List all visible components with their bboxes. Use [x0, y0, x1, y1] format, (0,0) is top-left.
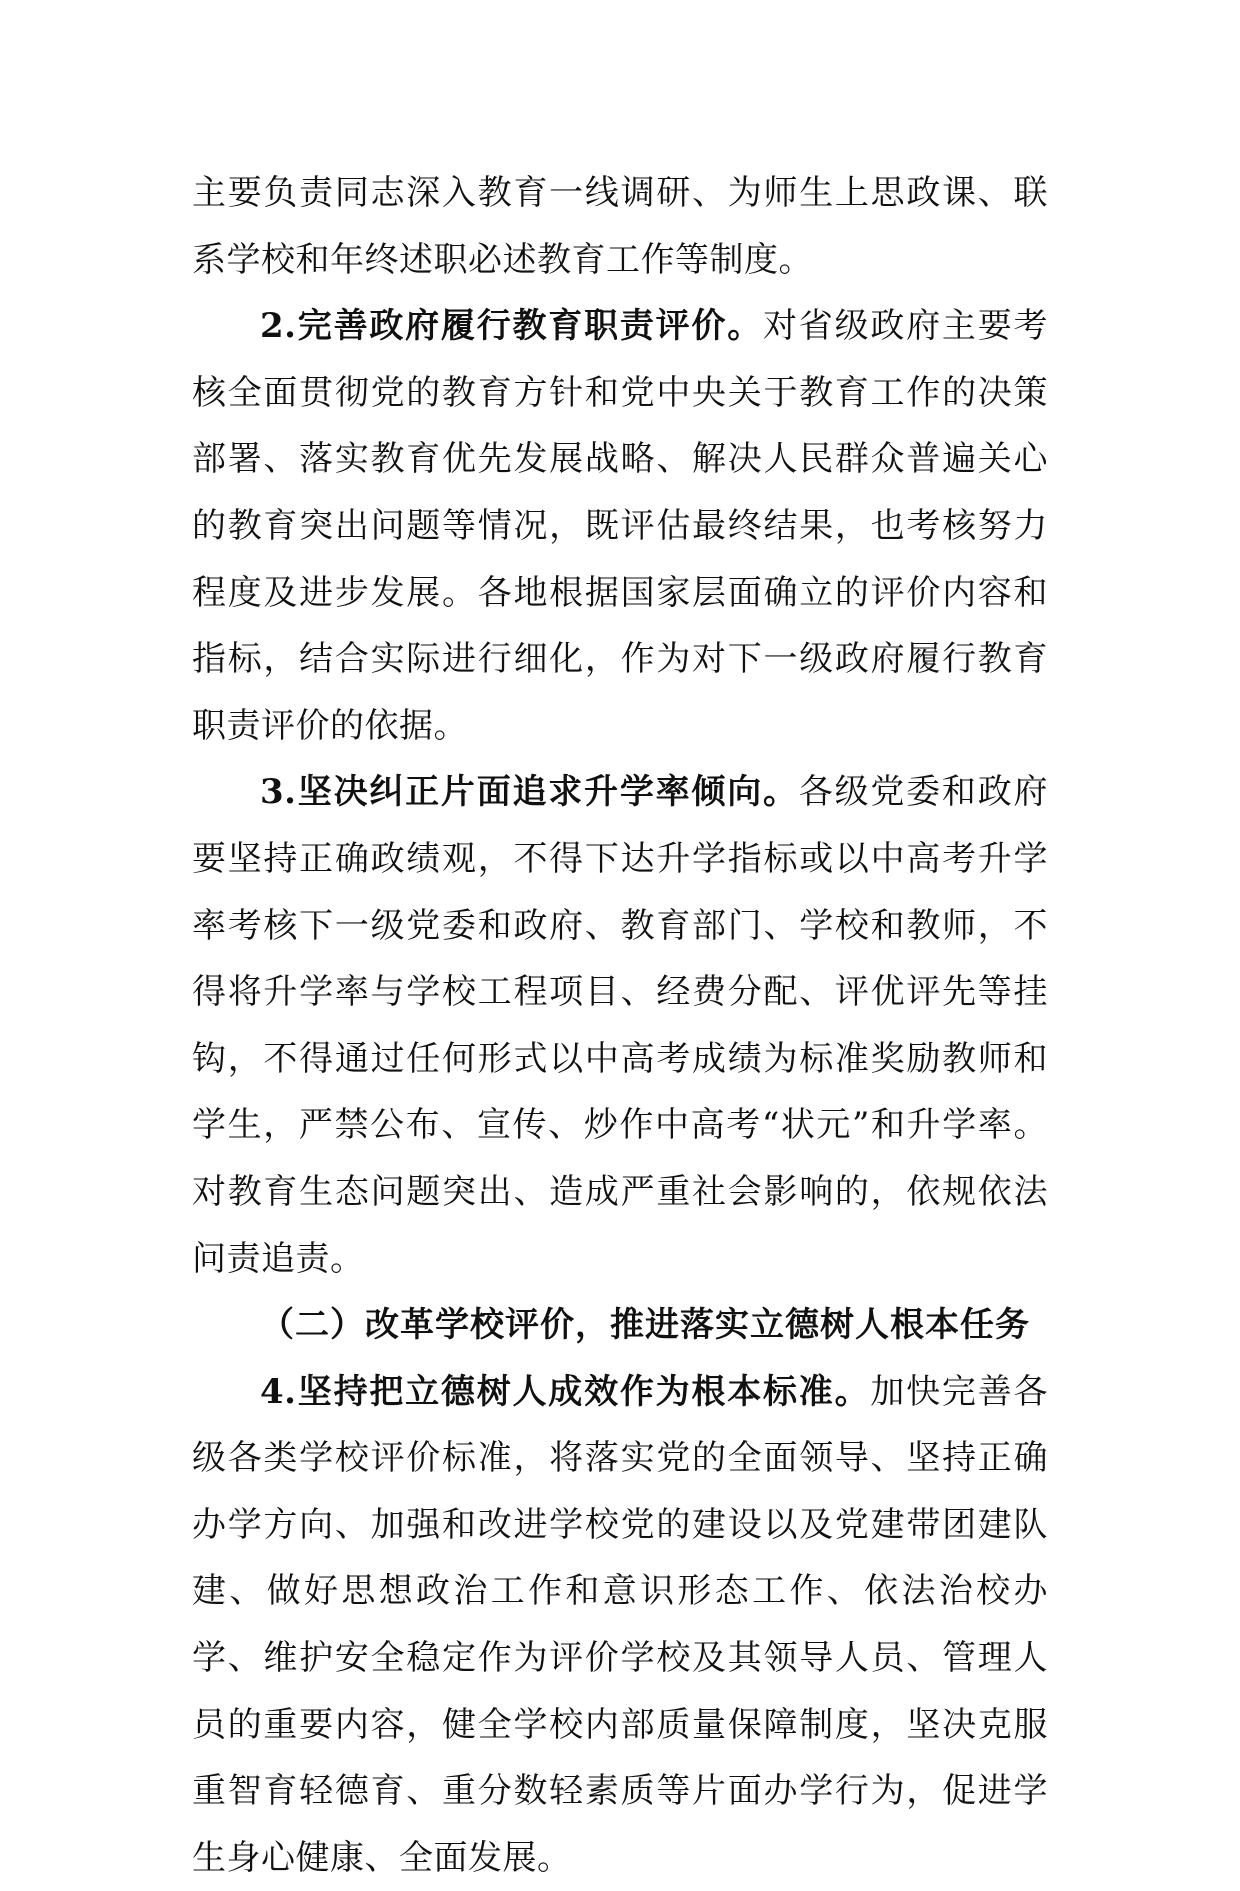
section-heading: （二）改革学校评价，推进落实立德树人根本任务 — [260, 1305, 1030, 1346]
paragraph-continuation — [192, 160, 1048, 293]
item-3-text: 各级党委和政府要坚持正确政绩观，不得下达升学指标或以中高考升学率考核下一级党委和政府、教育部门、学校和教师，不得将升学率与学校工程项目、经费分配、评优评先等挂钩，不得通过任何形式以中高考成绩为标准奖励教师和学生，严禁公布、宣传、炒作中高考“状元”和升学率。对教育生态问题突出、造成严重社会影响的，依规依法问责追责。 — [192, 772, 1048, 1279]
item-4-text: 加快完善各级各类学校评价标准，将落实党的全面领导、坚持正确办学方向、加强和改进学校党的建设以及党建带团建队建、做好思想政治工作和意识形态工作、依法治校办学、维护安全稳定作为评价学校及其领导人员、管理人员的重要内容，健全学校内部质量保障制度，坚决克服重智育轻德育、重分数轻素质等片面办学行为，促进学生身心健康、全面发展。 — [192, 1371, 1049, 1878]
item-4-lead: 4.坚持把立德树人成效作为根本标准。 — [260, 1371, 871, 1412]
document-page — [192, 160, 1048, 1891]
item-2-lead: 2.完善政府履行教育职责评价。 — [260, 306, 763, 347]
paragraph-text: 主要负责同志深入教育一线调研、为师生上思政课、联系学校和年终述职必述教育工作等制度。 — [192, 173, 1048, 280]
paragraph-item-4 — [192, 1359, 1048, 1891]
paragraph-item-3 — [192, 759, 1048, 1292]
item-3-lead: 3.坚决纠正片面追求升学率倾向。 — [260, 772, 799, 813]
paragraph-item-2 — [192, 293, 1048, 759]
item-2-text: 对省级政府主要考核全面贯彻党的教育方针和党中央关于教育工作的决策部署、落实教育优先发展战略、解决人民群众普遍关心的教育突出问题等情况，既评估最终结果，也考核努力程度及进步发展。各地根据国家层面确立的评价内容和指标，结合实际进行细化，作为对下一级政府履行教育职责评价的依据。 — [192, 306, 1048, 746]
